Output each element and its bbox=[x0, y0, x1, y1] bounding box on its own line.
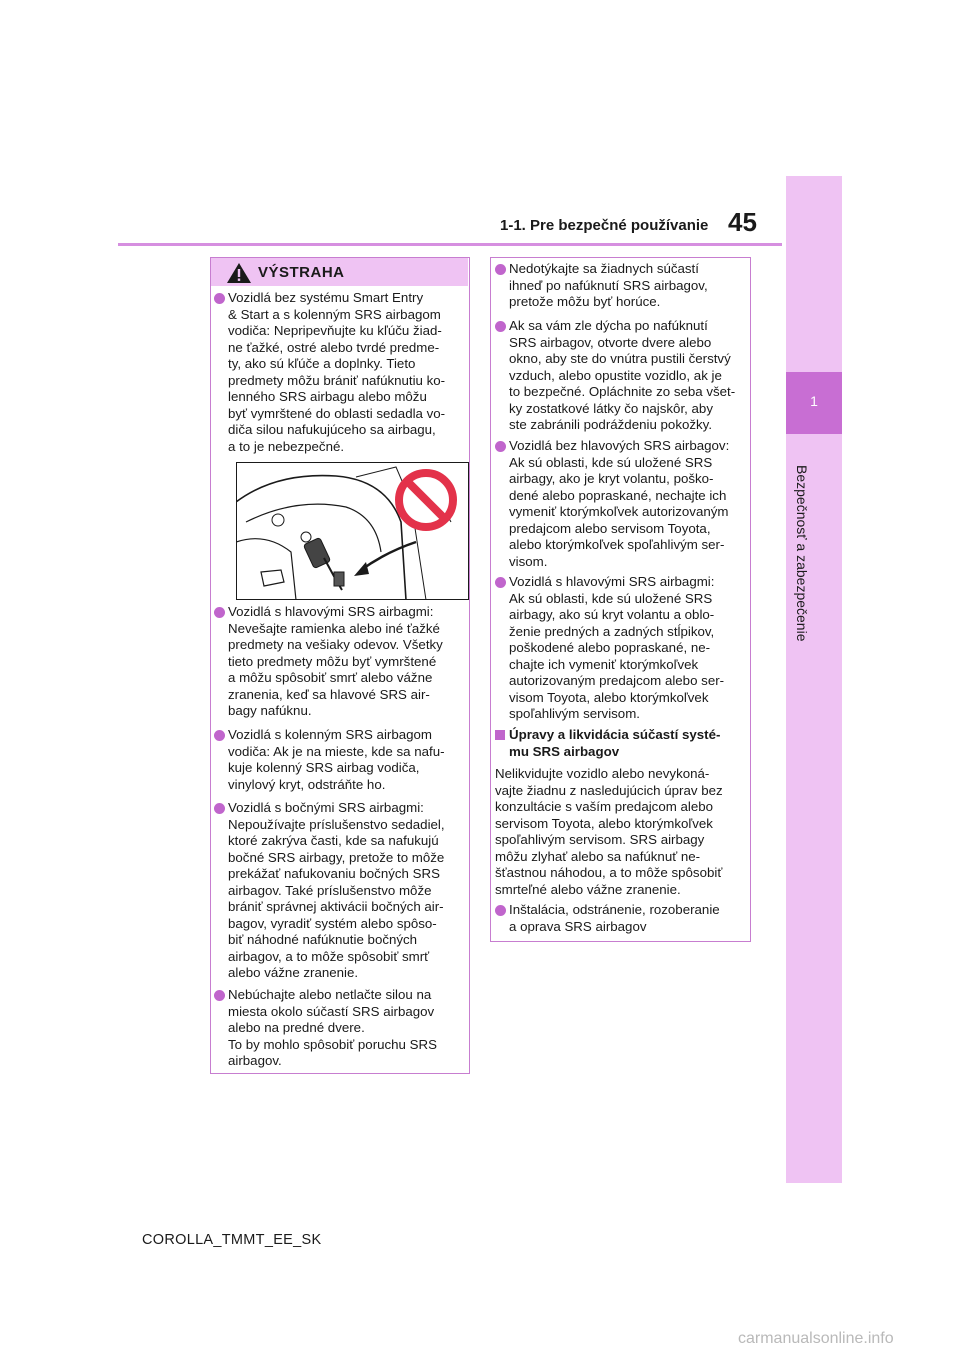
list-item: Vozidlá s kolenným SRS airbagom vodiča: Ak je na mieste, kde sa nafu- kuje kolenný SRS airbag vodiča, vinylový kryt, odstráňte ho. bbox=[228, 727, 445, 793]
list-item: Vozidlá s bočnými SRS airbagmi: Nepoužívajte príslušenstvo sedadiel, ktoré zakrýva časti, kde sa nafukujú bočné SRS airbagy, pretože to môže prekážať nafukovaniu bočných SRS airbagov. Také príslušenstvo môže brániť správnej aktivácii bočných air- bagov, vyradiť systém alebo spôso- biť náhodné nafúknutie bočných airbagov, a to môže spôsobiť smrť alebo vážne zranenie. bbox=[228, 800, 445, 982]
list-item: Vozidlá bez hlavových SRS airbagov: Ak sú oblasti, kde sú uložené SRS airbagy, ako je kryt volantu, poško- dené alebo popraskané, nechajte ich vymeniť ktorýmkoľvek autorizovaným predajcom alebo servisom Toyota, alebo ktorýmkoľvek spoľahlivým ser- visom. bbox=[509, 438, 729, 570]
square-bullet-icon bbox=[495, 730, 505, 740]
bullet-icon bbox=[214, 607, 225, 618]
list-item: Vozidlá s hlavovými SRS airbagmi: Ak sú oblasti, kde sú uložené SRS airbagy, ako sú kryt volantu a oblo- ženie predných a zadných stĺpikov, poškodené alebo popraskané, ne- chajte ich vymeniť ktorýmkoľvek autorizovaným predajcom alebo ser- visom Toyota, alebo ktorýmkoľvek spoľahlivým servisom. bbox=[509, 574, 724, 723]
bullet-icon bbox=[214, 293, 225, 304]
list-item: Nebúchajte alebo netlačte silou na miesta okolo súčastí SRS airbagov alebo na predné dvere. To by mohlo spôsobiť poruchu SRS airbagov. bbox=[228, 987, 437, 1070]
watermark: carmanualsonline.info bbox=[738, 1330, 894, 1347]
warning-title: VÝSTRAHA bbox=[258, 264, 345, 281]
list-item: Vozidlá s hlavovými SRS airbagmi: Nevešajte ramienka alebo iné ťažké predmety na vešiaky odevov. Všetky tieto predmety môžu byť vymrštené a môžu spôsobiť smrť alebo vážne zranenia, keď sa hlavové SRS air- bagy nafúknu. bbox=[228, 604, 443, 720]
list-item: Ak sa vám zle dýcha po nafúknutí SRS airbagov, otvorte dvere alebo okno, aby ste do vnútra pustili čerstvý vzduch, alebo opustite vozidlo, ak je to bezpečné. Opláchnite zo seba všet- ky zostatkové látky čo najskôr, aby ste zabránili podráždeniu pokožky. bbox=[509, 318, 735, 434]
list-item: Nedotýkajte sa žiadnych súčastí ihneď po nafúknutí SRS airbagov, pretože môžu byť horúce. bbox=[509, 261, 708, 311]
bullet-icon bbox=[495, 905, 506, 916]
list-item: Vozidlá bez systému Smart Entry & Start a s kolenným SRS airbagom vodiča: Nepripevňujte ku kľúču žiad- ne ťažké, ostré alebo tvrdé predme- ty, ako sú kľúče a doplnky. Tieto predmety môžu brániť nafúknutiu ko- lenného SRS airbagu alebo môžu byť vymrštené do oblasti sedadla vo- diča silou nafukujúceho sa airbagu, a to je nebezpečné. bbox=[228, 290, 445, 455]
section-title: 1-1. Pre bezpečné používanie bbox=[500, 217, 709, 234]
bullet-icon bbox=[495, 441, 506, 452]
bullet-icon bbox=[495, 264, 506, 275]
subsection-heading: Úpravy a likvidácia súčastí systé- mu SRS airbagov bbox=[509, 727, 720, 760]
bullet-icon bbox=[214, 730, 225, 741]
header-divider bbox=[118, 243, 782, 246]
chapter-title-text: Bezpečnosť a zabezpečenie bbox=[794, 465, 810, 642]
page-number: 45 bbox=[728, 207, 757, 237]
side-tab bbox=[786, 176, 842, 1183]
document-code: COROLLA_TMMT_EE_SK bbox=[142, 1232, 322, 1248]
warning-triangle-icon bbox=[226, 262, 252, 284]
bullet-icon bbox=[495, 321, 506, 332]
chapter-number: 1 bbox=[810, 393, 818, 409]
bullet-icon bbox=[214, 803, 225, 814]
key-hazard-illustration bbox=[236, 462, 469, 600]
chapter-title bbox=[794, 465, 820, 665]
list-item: Inštalácia, odstránenie, rozoberanie a oprava SRS airbagov bbox=[509, 902, 720, 935]
bullet-icon bbox=[214, 990, 225, 1001]
bullet-icon bbox=[495, 577, 506, 588]
body-paragraph: Nelikvidujte vozidlo alebo nevykoná- vajte žiadnu z nasledujúcich úprav bez konzultácie s vaším predajcom alebo servisom Toyota, alebo ktorýmkoľvek spoľahlivým servisom. SRS airbagy môžu zlyhať alebo sa nafúknuť ne- šťastnou náhodou, a to môže spôsobiť smrteľné alebo vážne zranenie. bbox=[495, 766, 723, 897]
